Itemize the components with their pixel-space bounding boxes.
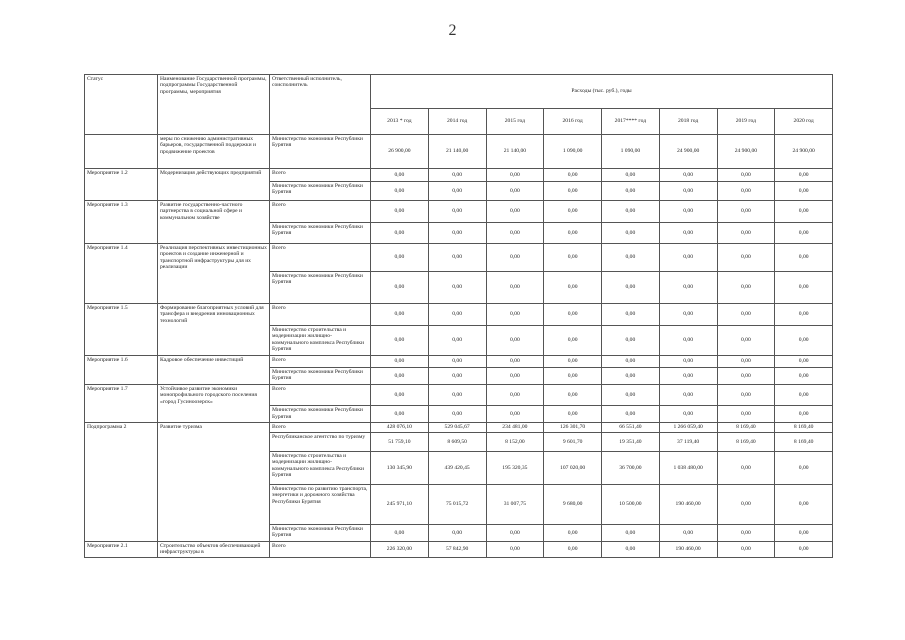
value-cell: 0,00 [602,541,660,557]
status-cell [85,406,158,423]
value-cell: 31 007,75 [486,484,544,524]
name-cell: Формирование благоприятных условий для трансфера и внедрения инновационных технологий [158,303,270,325]
header-expenses: Расходы (тыс. руб.), годы [371,75,833,109]
name-cell: Развитие государственно-частного партнерства в социальной сфере и коммунальном хозяйстве [158,201,270,223]
value-cell: 0,00 [717,201,775,223]
executor-cell: Министерство по развитию транспорта, энергетики и дорожного хозяйства Республики Бурятия [270,484,371,524]
value-cell: 0,00 [428,406,486,423]
value-cell: 0,00 [428,355,486,367]
value-cell: 0,00 [659,367,717,384]
value-cell: 0,00 [602,406,660,423]
value-cell: 0,00 [602,524,660,541]
value-cell: 0,00 [371,303,429,325]
header-row [85,75,833,109]
value-cell: 0,00 [659,182,717,201]
value-cell: 0,00 [775,355,833,367]
value-cell: 0,00 [486,271,544,303]
value-cell: 0,00 [428,243,486,271]
value-cell: 0,00 [775,451,833,484]
status-cell: Мероприятие 1.2 [85,169,158,182]
value-cell: 0,00 [486,406,544,423]
executor-cell: Министерство строительства и модернизации жилищно-коммунального комплекса Республики Бурятия [270,451,371,484]
value-cell: 0,00 [544,182,602,201]
table-row [85,201,833,223]
value-cell: 0,00 [659,325,717,355]
value-cell: 0,00 [717,484,775,524]
executor-cell: Министерство экономики Республики Бурятия [270,135,371,169]
value-cell: 0,00 [544,367,602,384]
value-cell: 0,00 [775,271,833,303]
table-row [85,169,833,182]
value-cell: 0,00 [775,303,833,325]
status-cell: Мероприятие 1.4 [85,243,158,271]
value-cell: 0,00 [717,243,775,271]
value-cell: 0,00 [371,201,429,223]
value-cell: 0,00 [371,384,429,406]
name-cell [158,222,270,243]
value-cell: 0,00 [602,182,660,201]
value-cell: 0,00 [544,201,602,223]
value-cell: 75 015,72 [428,484,486,524]
value-cell: 226 320,00 [371,541,429,557]
value-cell: 529 045,67 [428,423,486,432]
value-cell: 439 420,45 [428,451,486,484]
value-cell: 0,00 [544,355,602,367]
value-cell: 1 090,00 [602,135,660,169]
executor-cell: Министерство экономики Республики Бурятия [270,524,371,541]
table-row [85,524,833,541]
value-cell: 10 500,00 [602,484,660,524]
executor-cell: Министерство экономики Республики Бурятия [270,367,371,384]
value-cell: 0,00 [371,406,429,423]
value-cell: 21 140,00 [486,135,544,169]
value-cell: 0,00 [775,182,833,201]
name-cell [158,432,270,451]
value-cell: 0,00 [602,384,660,406]
value-cell: 0,00 [486,524,544,541]
value-cell: 0,00 [659,524,717,541]
value-cell: 0,00 [371,243,429,271]
value-cell: 8 169,40 [775,423,833,432]
table-row [85,243,833,271]
value-cell: 234 481,00 [486,423,544,432]
value-cell: 0,00 [659,406,717,423]
table-row [85,541,833,557]
executor-cell: Министерство экономики Республики Бурятия [270,182,371,201]
value-cell: 0,00 [717,367,775,384]
executor-cell: Всего [270,541,371,557]
table-row [85,423,833,432]
value-cell: 0,00 [775,541,833,557]
status-cell [85,484,158,524]
value-cell: 0,00 [544,406,602,423]
table-row [85,484,833,524]
value-cell: 0,00 [717,325,775,355]
status-cell [85,271,158,303]
table-row [85,182,833,201]
executor-cell: Всего [270,243,371,271]
page-number: 2 [448,22,457,39]
value-cell: 0,00 [486,303,544,325]
value-cell: 0,00 [602,367,660,384]
value-cell: 0,00 [775,524,833,541]
status-cell [85,451,158,484]
value-cell: 0,00 [544,303,602,325]
value-cell: 0,00 [717,524,775,541]
value-cell: 0,00 [659,169,717,182]
name-cell: Развитие туризма [158,423,270,432]
status-cell [85,367,158,384]
name-cell: Кадровое обеспечение инвестиций [158,355,270,367]
value-cell: 0,00 [544,271,602,303]
value-cell: 0,00 [544,524,602,541]
executor-cell: Министерство экономики Республики Бурятия [270,271,371,303]
value-cell: 0,00 [659,243,717,271]
table-row [85,406,833,423]
executor-cell: Министерство экономики Республики Бурятия [270,222,371,243]
value-cell: 245 971,10 [371,484,429,524]
table-row [85,355,833,367]
value-cell: 0,00 [717,222,775,243]
status-cell [85,222,158,243]
value-cell: 0,00 [428,384,486,406]
value-cell: 0,00 [371,169,429,182]
value-cell: 0,00 [775,367,833,384]
value-cell: 428 076,10 [371,423,429,432]
value-cell: 0,00 [544,222,602,243]
value-cell: 57 842,90 [428,541,486,557]
executor-cell: Всего [270,423,371,432]
value-cell: 0,00 [659,271,717,303]
value-cell: 0,00 [602,355,660,367]
value-cell: 0,00 [775,201,833,223]
value-cell: 0,00 [717,182,775,201]
table-row [85,432,833,451]
value-cell: 24 900,00 [717,135,775,169]
value-cell: 0,00 [371,355,429,367]
value-cell: 19 351,40 [602,432,660,451]
value-cell: 0,00 [544,325,602,355]
value-cell: 0,00 [717,169,775,182]
value-cell: 0,00 [717,541,775,557]
executor-cell: Всего [270,384,371,406]
value-cell: 0,00 [544,169,602,182]
table-row [85,451,833,484]
executor-cell: Всего [270,303,371,325]
value-cell: 0,00 [486,541,544,557]
value-cell: 0,00 [717,451,775,484]
value-cell: 37 119,40 [659,432,717,451]
value-cell: 0,00 [717,271,775,303]
value-cell: 0,00 [775,406,833,423]
name-cell [158,367,270,384]
value-cell: 1 266 059,40 [659,423,717,432]
value-cell: 0,00 [428,169,486,182]
value-cell: 0,00 [371,367,429,384]
value-cell: 0,00 [486,169,544,182]
value-cell: 0,00 [486,243,544,271]
value-cell: 8 169,40 [775,432,833,451]
executor-cell: Всего [270,201,371,223]
value-cell: 0,00 [717,406,775,423]
name-cell [158,406,270,423]
header-year: 2015 год [486,109,544,135]
executor-cell: Министерство строительства и модернизации жилищно-коммунального комплекса Республики Бурятия [270,325,371,355]
value-cell: 0,00 [486,325,544,355]
status-cell: Мероприятие 1.6 [85,355,158,367]
name-cell [158,524,270,541]
table-row [85,222,833,243]
value-cell: 0,00 [659,201,717,223]
header-year: 2017**** год [602,109,660,135]
name-cell [158,271,270,303]
value-cell: 0,00 [486,355,544,367]
value-cell: 0,00 [659,222,717,243]
value-cell: 0,00 [602,201,660,223]
value-cell: 0,00 [659,303,717,325]
value-cell: 0,00 [371,325,429,355]
value-cell: 0,00 [659,355,717,367]
value-cell: 107 020,00 [544,451,602,484]
value-cell: 0,00 [428,201,486,223]
table-row [85,271,833,303]
header-status: Статус [85,75,158,135]
value-cell: 24 900,00 [775,135,833,169]
header-year: 2013 * год [371,109,429,135]
value-cell: 0,00 [486,384,544,406]
value-cell: 0,00 [717,384,775,406]
executor-cell: Всего [270,355,371,367]
value-cell: 0,00 [775,169,833,182]
value-cell: 0,00 [717,355,775,367]
value-cell: 0,00 [486,182,544,201]
status-cell: Мероприятие 1.5 [85,303,158,325]
value-cell: 0,00 [428,524,486,541]
status-cell: Мероприятие 1.7 [85,384,158,406]
table-row [85,135,833,169]
value-cell: 24 900,00 [659,135,717,169]
value-cell: 51 759,10 [371,432,429,451]
header-year: 2016 год [544,109,602,135]
status-cell [85,524,158,541]
status-cell [85,432,158,451]
value-cell: 9 601,70 [544,432,602,451]
value-cell: 0,00 [428,182,486,201]
value-cell: 0,00 [602,222,660,243]
value-cell: 0,00 [544,541,602,557]
value-cell: 0,00 [486,201,544,223]
value-cell: 0,00 [717,303,775,325]
value-cell: 0,00 [602,169,660,182]
value-cell: 26 900,00 [371,135,429,169]
value-cell: 0,00 [775,325,833,355]
header-name: Наименование Государственной программы, подпрограммы Государственной программы, мероприятия [158,75,270,135]
value-cell: 190 460,00 [659,484,717,524]
table-row [85,325,833,355]
name-cell: Реализация перспективных инвестиционных проектов и создание инженерной и транспортной инфраструктуры для их реализации [158,243,270,271]
table-row [85,303,833,325]
value-cell: 0,00 [428,271,486,303]
value-cell: 0,00 [659,384,717,406]
value-cell: 0,00 [428,367,486,384]
header-executor: Ответственный исполнитель, соисполнитель [270,75,371,135]
table-row [85,384,833,406]
value-cell: 190 460,00 [659,541,717,557]
value-cell: 0,00 [775,222,833,243]
value-cell: 0,00 [602,303,660,325]
value-cell: 8 152,00 [486,432,544,451]
value-cell: 0,00 [428,325,486,355]
budget-table [84,74,833,558]
value-cell: 36 700,00 [602,451,660,484]
status-cell: Подпрограмма 2 [85,423,158,432]
value-cell: 1 090,00 [544,135,602,169]
value-cell: 21 140,00 [428,135,486,169]
value-cell: 0,00 [544,384,602,406]
header-year: 2018 год [659,109,717,135]
value-cell: 8 169,40 [717,432,775,451]
value-cell: 0,00 [371,271,429,303]
name-cell: Устойчивое развитие экономики монопрофильного городского поселения «город Гусиноозерск» [158,384,270,406]
value-cell: 8 169,40 [717,423,775,432]
value-cell: 0,00 [428,303,486,325]
name-cell: Модернизация действующих предприятий [158,169,270,182]
value-cell: 0,00 [371,524,429,541]
value-cell: 66 551,40 [602,423,660,432]
name-cell [158,451,270,484]
name-cell [158,484,270,524]
name-cell [158,325,270,355]
name-cell: меры по снижению административных барьеров, государственной поддержки и продвижение проектов [158,135,270,169]
value-cell: 0,00 [428,222,486,243]
value-cell: 126 301,70 [544,423,602,432]
status-cell [85,325,158,355]
status-cell [85,182,158,201]
value-cell: 0,00 [775,484,833,524]
value-cell: 0,00 [602,271,660,303]
value-cell: 130 345,90 [371,451,429,484]
header-year: 2019 год [717,109,775,135]
name-cell: Строительство объектов обеспечивающей инфраструктуры в [158,541,270,557]
value-cell: 195 320,35 [486,451,544,484]
value-cell: 0,00 [602,325,660,355]
executor-cell: Республиканское агентство по туризму [270,432,371,451]
value-cell: 0,00 [775,384,833,406]
executor-cell: Министерство экономики Республики Бурятия [270,406,371,423]
value-cell: 0,00 [486,222,544,243]
table-row [85,367,833,384]
value-cell: 0,00 [775,243,833,271]
status-cell [85,135,158,169]
executor-cell: Всего [270,169,371,182]
value-cell: 0,00 [371,182,429,201]
status-cell: Мероприятие 2.1 [85,541,158,557]
value-cell: 0,00 [486,367,544,384]
header-year: 2020 год [775,109,833,135]
name-cell [158,182,270,201]
value-cell: 0,00 [602,243,660,271]
value-cell: 0,00 [544,243,602,271]
value-cell: 0,00 [371,222,429,243]
header-year: 2014 год [428,109,486,135]
value-cell: 8 609,50 [428,432,486,451]
value-cell: 9 680,00 [544,484,602,524]
status-cell: Мероприятие 1.3 [85,201,158,223]
value-cell: 1 038 480,00 [659,451,717,484]
